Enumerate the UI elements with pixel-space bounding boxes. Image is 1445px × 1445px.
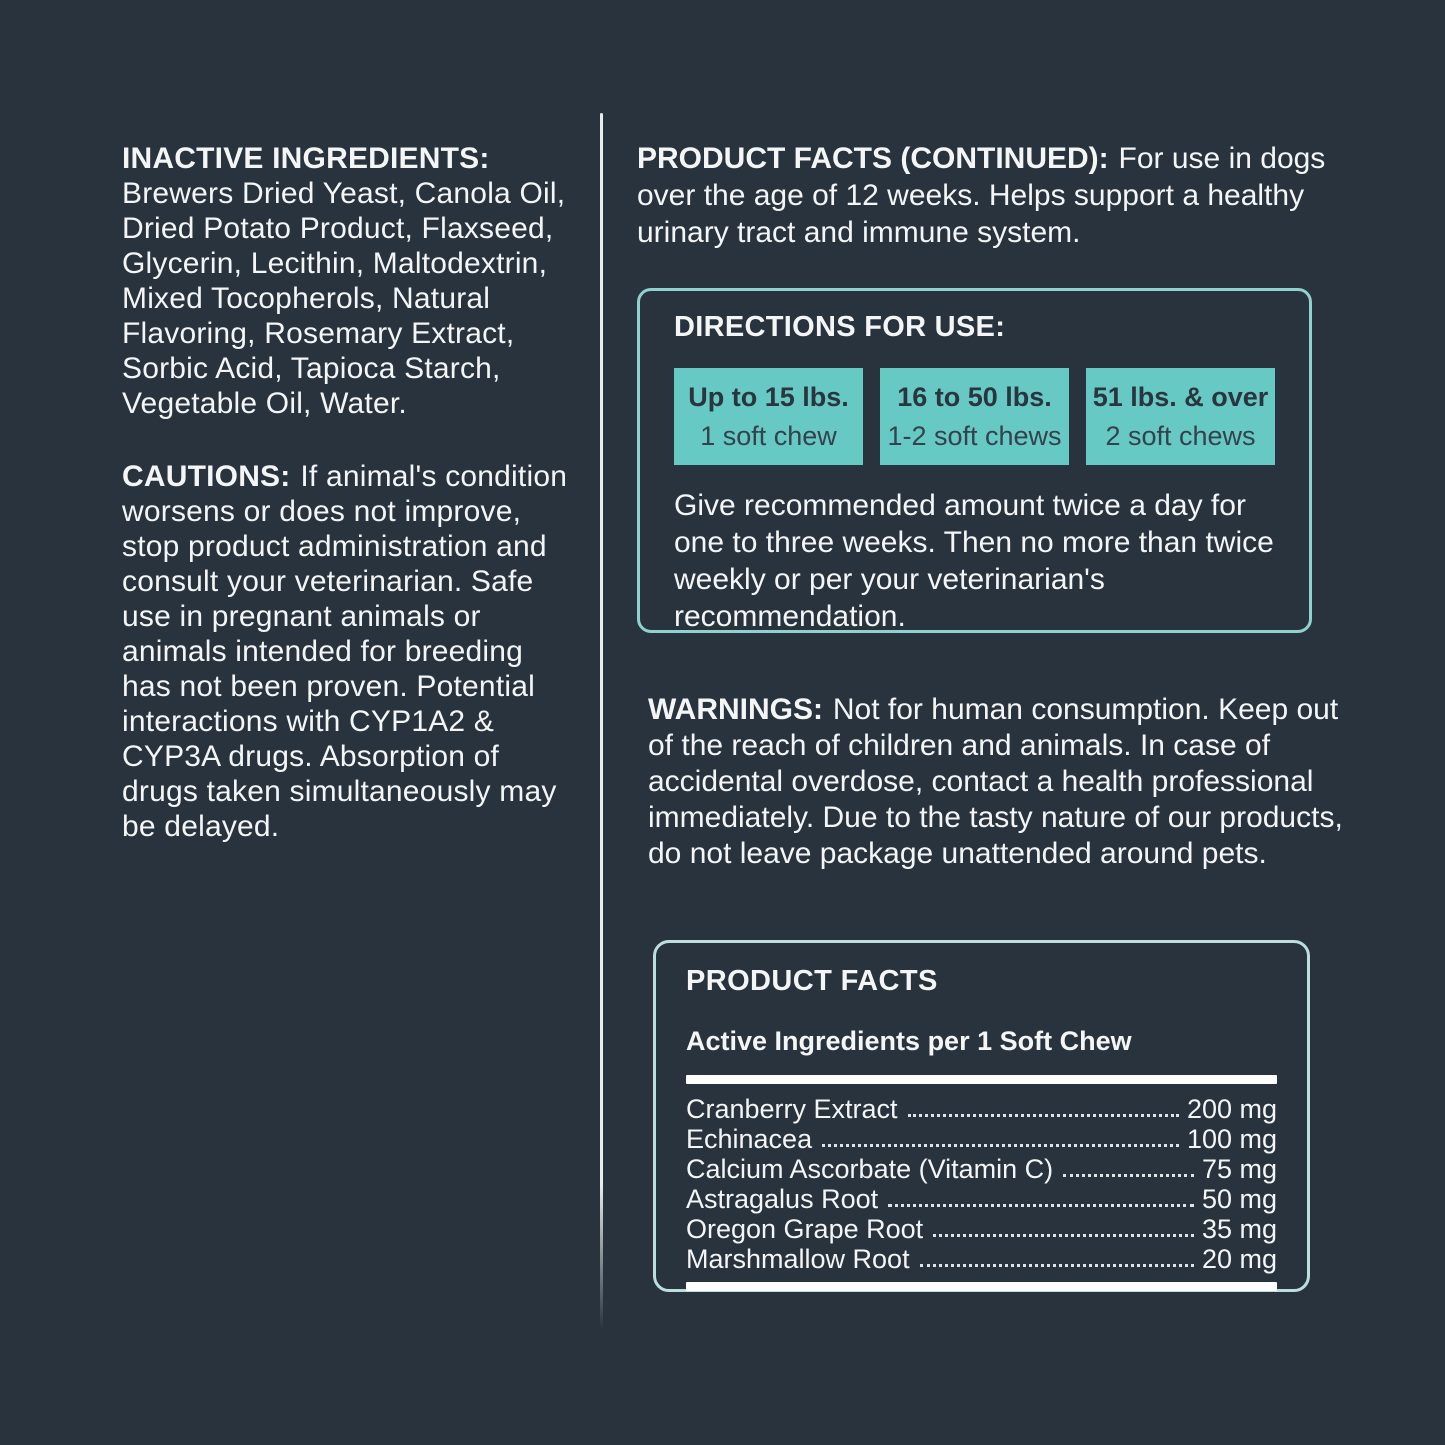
dotted-leader: [920, 1264, 1194, 1267]
ingredient-amount: 200 mg: [1186, 1094, 1277, 1124]
inactive-ingredients-body: Brewers Dried Yeast, Canola Oil, Dried Potato Product, Flaxseed, Glycerin, Lecithin, Maltodextrin, Mixed Tocopherols, Natural Flavoring, Rosemary Extract, Sorbic Acid, Tapioca Starch, Vegetable Oil, Water.: [122, 177, 566, 420]
ingredient-row: [686, 1244, 1277, 1274]
directions-for-use-box: [637, 288, 1312, 633]
dotted-leader: [1063, 1174, 1194, 1177]
ingredient-amount: 35 mg: [1201, 1214, 1277, 1244]
warnings-heading: WARNINGS:: [648, 693, 823, 726]
dosage-cell-large-dog: [1086, 368, 1275, 465]
dotted-leader: [933, 1234, 1194, 1237]
dosage-cell-medium-dog: [880, 368, 1069, 465]
thick-rule-bottom: [686, 1282, 1277, 1291]
thick-rule-top: [686, 1075, 1277, 1084]
dosage-amount: 1-2 soft chews: [887, 420, 1062, 451]
ingredient-amount: 75 mg: [1201, 1154, 1277, 1184]
dosage-amount: 1 soft chew: [700, 420, 837, 451]
cautions-heading: CAUTIONS:: [122, 460, 291, 493]
ingredient-name: Echinacea: [686, 1124, 813, 1154]
ingredient-name: Oregon Grape Root: [686, 1214, 924, 1244]
dosage-weight-range: 16 to 50 lbs.: [897, 381, 1052, 412]
inactive-ingredients-section: [122, 141, 574, 421]
dosage-amount: 2 soft chews: [1105, 420, 1256, 451]
ingredient-amount: 50 mg: [1201, 1184, 1277, 1214]
left-column: [122, 141, 574, 844]
cautions-section: [122, 459, 574, 844]
dotted-leader: [888, 1204, 1194, 1207]
cautions-body: If animal's condition worsens or does not improve, stop product administration and consult your veterinarian. Safe use in pregnant animals or animals intended for breeding has not been proven. Potential interactions with CYP1A2 & CYP3A drugs. Absorption of drugs taken simultaneously may be delayed.: [122, 460, 568, 843]
ingredient-row: [686, 1154, 1277, 1184]
product-facts-box: [653, 940, 1310, 1292]
active-ingredients-subheading: Active Ingredients per 1 Soft Chew: [686, 1026, 1132, 1056]
dosage-table: [674, 368, 1275, 465]
dotted-leader: [822, 1144, 1179, 1147]
directions-body: Give recommended amount twice a day for one to three weeks. Then no more than twice weekly or per your veterinarian's recommendation.: [674, 489, 1274, 633]
inactive-ingredients-heading: INACTIVE INGREDIENTS:: [122, 142, 490, 175]
ingredient-amount: 20 mg: [1201, 1244, 1277, 1274]
dotted-leader: [908, 1114, 1179, 1117]
ingredient-row: [686, 1124, 1277, 1154]
ingredient-amount: 100 mg: [1186, 1124, 1277, 1154]
vertical-divider-line: [600, 113, 603, 1330]
ingredient-name: Cranberry Extract: [686, 1094, 898, 1124]
product-facts-continued-heading: PRODUCT FACTS (CONTINUED):: [637, 142, 1109, 175]
dosage-cell-small-dog: [674, 368, 863, 465]
directions-heading: DIRECTIONS FOR USE:: [674, 311, 1006, 343]
dosage-weight-range: Up to 15 lbs.: [688, 381, 849, 412]
warnings-body: Not for human consumption. Keep out of the reach of children and animals. In case of accidental overdose, contact a health professional immediately. Due to the tasty nature of our products, do not leave package unattended around pets.: [648, 693, 1343, 870]
ingredient-row: [686, 1184, 1277, 1214]
product-facts-heading: PRODUCT FACTS: [686, 965, 938, 997]
ingredient-row: [686, 1094, 1277, 1124]
product-facts-continued-section: [637, 140, 1337, 251]
ingredient-row: [686, 1214, 1277, 1244]
warnings-section: [648, 692, 1348, 872]
ingredient-name: Marshmallow Root: [686, 1244, 910, 1274]
ingredient-name: Astragalus Root: [686, 1184, 879, 1214]
dosage-weight-range: 51 lbs. & over: [1092, 381, 1269, 412]
ingredient-name: Calcium Ascorbate (Vitamin C): [686, 1154, 1054, 1184]
product-facts-continued-body: For use in dogs over the age of 12 weeks. Helps support a healthy urinary tract and immune system.: [637, 142, 1326, 249]
